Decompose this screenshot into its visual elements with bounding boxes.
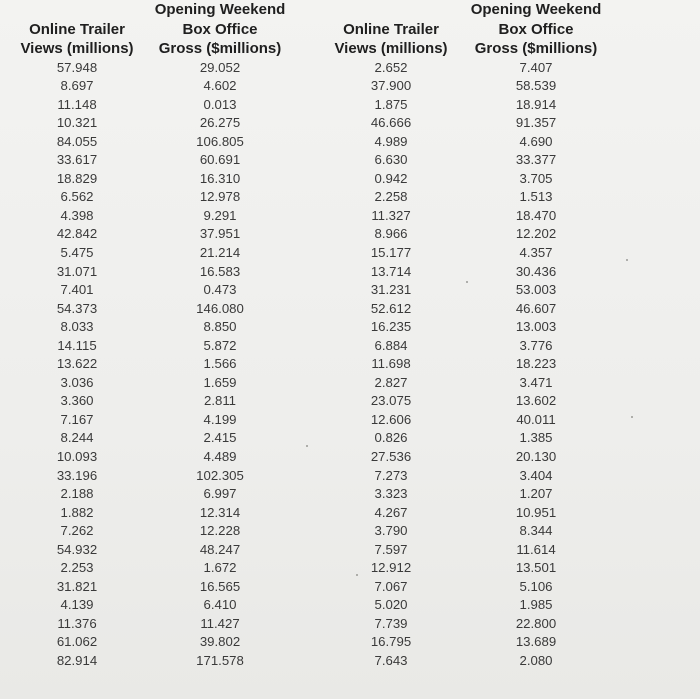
table-cell: 7.262 (60, 523, 94, 539)
column-values (150, 59, 290, 671)
table-cell: 8.850 (203, 319, 237, 335)
paper-speck (306, 445, 308, 447)
table-cell: 16.565 (199, 578, 241, 594)
column-values (327, 59, 455, 671)
table-cell: 18.914 (515, 96, 557, 112)
table-cell: 7.597 (374, 541, 408, 557)
table-cell: 22.800 (515, 615, 557, 631)
table-cell: 2.080 (519, 653, 553, 668)
column-values (465, 59, 607, 671)
table-cell: 0.826 (374, 430, 408, 446)
table-cell: 3.471 (519, 374, 553, 390)
table-cell: 3.404 (519, 467, 553, 483)
table-cell: 5.020 (374, 597, 408, 613)
table-cell: 102.305 (196, 467, 244, 483)
table-cell: 171.578 (196, 653, 244, 668)
table-cell: 8.697 (60, 78, 94, 94)
table-cell: 23.075 (370, 393, 412, 409)
table-cell: 12.228 (199, 523, 241, 539)
table-cell: 4.267 (374, 504, 408, 520)
table-cell: 106.805 (196, 133, 244, 149)
table-cell: 13.714 (370, 263, 412, 279)
table-cell: 84.055 (56, 133, 98, 149)
table-cell: 7.167 (60, 411, 94, 427)
table-cell: 8.344 (519, 523, 553, 539)
table-cell: 15.177 (370, 244, 412, 260)
table-cell: 1.207 (519, 486, 553, 502)
table-cell: 26.275 (199, 115, 241, 131)
table-cell: 6.410 (203, 597, 237, 613)
table-cell: 12.314 (199, 504, 241, 520)
table-cell: 46.666 (370, 115, 412, 131)
table-cell: 8.966 (374, 226, 408, 242)
table-cell: 2.827 (374, 374, 408, 390)
table-cell: 31.821 (56, 578, 98, 594)
table-cell: 8.244 (60, 430, 94, 446)
table-cell: 31.071 (56, 263, 98, 279)
table-cell: 0.942 (374, 170, 408, 186)
table-cell: 12.606 (370, 411, 412, 427)
table-cell: 4.690 (519, 133, 553, 149)
table-cell: 7.407 (519, 59, 553, 75)
table-cell: 2.415 (203, 430, 237, 446)
table-cell: 0.013 (203, 96, 237, 112)
paper-speck (466, 281, 468, 283)
paper-speck (356, 574, 358, 576)
table-cell: 4.199 (203, 411, 237, 427)
table-cell: 33.377 (515, 152, 557, 168)
table-cell: 11.327 (371, 207, 411, 223)
table-cell: 11.698 (371, 356, 411, 372)
column-header: Opening Weekend Box Office Gross ($millions) (470, 1, 602, 57)
table-cell: 3.323 (374, 486, 408, 502)
table-cell: 29.052 (199, 59, 241, 75)
table-cell: 7.401 (60, 282, 94, 298)
table-cell: 2.652 (374, 59, 408, 75)
table-cell: 12.912 (370, 560, 412, 576)
table-cell: 3.360 (60, 393, 94, 409)
column-values (12, 59, 142, 671)
table-cell: 54.373 (56, 300, 98, 316)
table-cell: 3.776 (519, 337, 553, 353)
table-cell: 5.106 (519, 578, 553, 594)
table-cell: 46.607 (515, 300, 557, 316)
table-cell: 37.951 (199, 226, 241, 242)
table-cell: 10.321 (56, 115, 98, 131)
table-cell: 54.932 (56, 541, 98, 557)
table-cell: 33.617 (56, 152, 98, 168)
table-cell: 1.385 (519, 430, 553, 446)
table-cell: 13.689 (515, 634, 557, 650)
column-trailer-views-2 (327, 0, 455, 671)
table-cell: 4.398 (60, 207, 94, 223)
column-trailer-views-1 (12, 0, 142, 671)
table-cell: 11.148 (57, 96, 97, 112)
table-cell: 4.139 (60, 597, 94, 613)
table-cell: 146.080 (196, 300, 244, 316)
table-cell: 57.948 (56, 59, 98, 75)
paper-speck (631, 416, 633, 418)
table-cell: 13.622 (56, 356, 98, 372)
table-cell: 3.790 (374, 523, 408, 539)
table-cell: 11.427 (200, 615, 240, 631)
table-cell: 4.489 (203, 448, 237, 464)
table-cell: 7.067 (374, 578, 408, 594)
table-cell: 27.536 (370, 448, 412, 464)
table-cell: 1.985 (519, 597, 553, 613)
table-cell: 16.795 (370, 634, 412, 650)
column-box-office-1 (150, 0, 290, 671)
table-cell: 3.036 (60, 374, 94, 390)
table-cell: 3.705 (519, 170, 553, 186)
table-cell: 30.436 (515, 263, 557, 279)
column-header: Online Trailer Views (millions) (20, 20, 134, 57)
table-cell: 20.130 (515, 448, 557, 464)
table-cell: 9.291 (203, 207, 237, 223)
table-cell: 4.602 (203, 78, 237, 94)
table-cell: 52.612 (370, 300, 412, 316)
table-cell: 16.310 (199, 170, 241, 186)
table-cell: 21.214 (199, 244, 241, 260)
table-cell: 42.842 (56, 226, 98, 242)
table-cell: 61.062 (56, 634, 98, 650)
column-header: Online Trailer Views (millions) (334, 20, 448, 57)
table-cell: 11.376 (57, 615, 97, 631)
table-cell: 5.872 (203, 337, 237, 353)
table-cell: 13.003 (515, 319, 557, 335)
column-header: Opening Weekend Box Office Gross ($millions) (154, 1, 286, 57)
table-cell: 11.614 (516, 541, 556, 557)
table-cell: 5.475 (60, 244, 94, 260)
table-cell: 58.539 (515, 78, 557, 94)
table-cell: 1.566 (203, 356, 237, 372)
table-cell: 91.357 (515, 115, 557, 131)
table-cell: 7.273 (374, 467, 408, 483)
table-cell: 6.562 (60, 189, 94, 205)
table-cell: 10.093 (56, 448, 98, 464)
table-cell: 60.691 (199, 152, 241, 168)
table-cell: 33.196 (56, 467, 98, 483)
table-cell: 12.978 (199, 189, 241, 205)
table-cell: 1.672 (203, 560, 237, 576)
table-cell: 82.914 (56, 653, 98, 668)
table-cell: 40.011 (516, 411, 556, 427)
table-cell: 39.802 (199, 634, 241, 650)
table-cell: 6.630 (374, 152, 408, 168)
table-cell: 48.247 (199, 541, 241, 557)
table-cell: 4.989 (374, 133, 408, 149)
table-cell: 1.875 (374, 96, 408, 112)
table-cell: 53.003 (515, 282, 557, 298)
table-cell: 1.513 (519, 189, 553, 205)
table-cell: 14.115 (57, 337, 97, 353)
table-cell: 2.811 (203, 393, 237, 409)
table-cell: 1.659 (203, 374, 237, 390)
table-cell: 2.258 (374, 189, 408, 205)
table-cell: 2.253 (60, 560, 94, 576)
table-cell: 7.643 (374, 653, 408, 668)
table-cell: 10.951 (515, 504, 557, 520)
table-cell: 12.202 (515, 226, 557, 242)
table-cell: 7.739 (374, 615, 408, 631)
table-cell: 2.188 (60, 486, 94, 502)
table-cell: 31.231 (370, 282, 412, 298)
table-cell: 13.501 (515, 560, 557, 576)
table-cell: 0.473 (203, 282, 237, 298)
table-cell: 18.223 (515, 356, 557, 372)
table-cell: 16.235 (370, 319, 412, 335)
table-cell: 18.470 (515, 207, 557, 223)
table-cell: 18.829 (56, 170, 98, 186)
table-cell: 13.602 (515, 393, 557, 409)
table-cell: 6.997 (203, 486, 237, 502)
table-cell: 6.884 (374, 337, 408, 353)
column-box-office-2 (465, 0, 607, 671)
table-cell: 8.033 (60, 319, 94, 335)
table-cell: 4.357 (519, 244, 553, 260)
table-cell: 1.882 (60, 504, 94, 520)
paper-speck (626, 259, 628, 261)
table-cell: 37.900 (370, 78, 412, 94)
table-cell: 16.583 (199, 263, 241, 279)
